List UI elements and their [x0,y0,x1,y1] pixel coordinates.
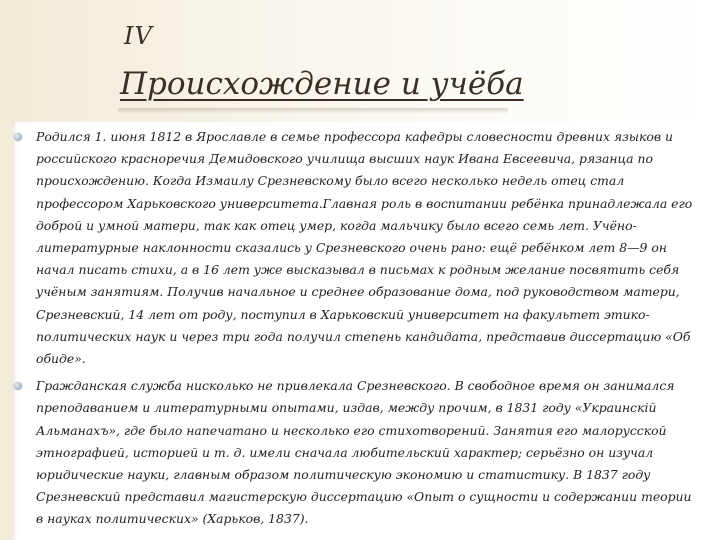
title-panel [0,0,720,122]
paragraph-list [14,126,698,531]
slide-content [14,126,698,536]
list-item [14,375,698,530]
list-item [14,126,698,370]
paragraph-text: Гражданская служба нисколько не привлекала Срезневского. В свободное время он занимался преподаванием и литературными опытами, издав, между прочим, в 1831 году «Украинскій Альманахъ», где было напечатано и несколько его стихотворений. Занятия его малорусской этнографией, историей и т. д. имели сначала любительский характер; серьёзно он изучал юридические науки, главным образом политическую экономию и статистику. В 1837 году Срезневский представил магистерскую диссертацию «Опыт о сущности и содержании теории в науках политических» (Харьков, 1837). [36,378,692,527]
bullet-icon [14,133,22,141]
page-title: Происхождение и учёба [120,66,524,102]
paragraph-text: Родился 1. июня 1812 в Ярославле в семье профессора кафедры словесности древних языков и российского красноречия Демидовского училища высших наук Ивана Евсеевича, рязанца по происхождению. Когда Измаилу Срезневскому было всего несколько недель отец стал профессором Харьковского университета.Главная роль в воспитании ребёнка принадлежала его доброй и умной матери, так как отец умер, когда мальчику было всего семь лет. Учёно-литературные наклонности сказались у Срезневского очень рано: ещё ребёнком лет 8—9 он начал писать стихи, а в 16 лет уже высказывал в письмах к родным желание посвятить себя учёным занятиям. Получив начальное и среднее образование дома, под руководством матери, Срезневский, 14 лет от роду, поступил в Харьковский университет на факультет этико-политических наук и через три года получил степень кандидата, представив диссертацию «Об обиде». [36,129,693,367]
bullet-icon [14,382,22,390]
slide-number: IV [124,22,153,50]
title-underline-shadow [118,108,508,114]
